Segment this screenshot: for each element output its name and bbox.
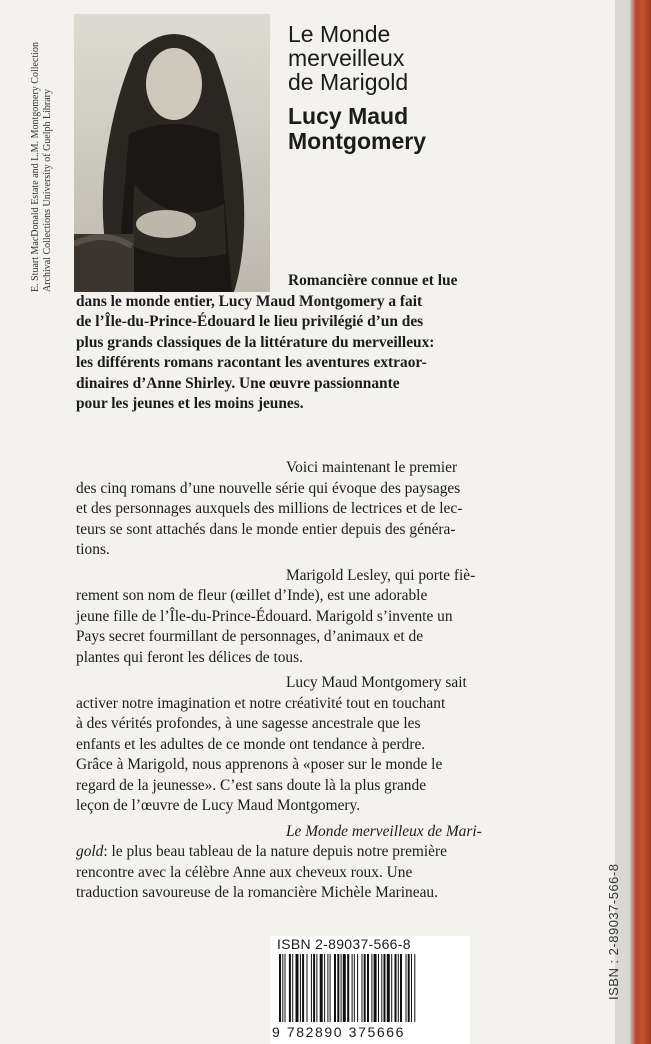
- lead-line: les différents romans racontant les aventures extraor-: [76, 354, 427, 371]
- lead-paragraph: [76, 271, 606, 415]
- isbn-label: ISBN 2-89037-566-8: [277, 936, 411, 952]
- paragraph-line: Pays secret fourmillant de personnages, d’animaux et de: [76, 628, 424, 645]
- description-paragraph: [76, 822, 606, 904]
- paragraph-line: rement son nom de fleur (œillet d’Inde), est une adorable: [76, 587, 428, 604]
- paragraph-line: enfants et les adultes de ce monde ont tendance à perdre.: [76, 735, 426, 753]
- paragraph-line: [76, 842, 606, 863]
- author-name-line: Lucy Maud: [288, 103, 409, 129]
- author-name: [288, 104, 608, 154]
- paragraph-line: Voici maintenant le premier: [286, 459, 458, 476]
- paragraph-line: regard de la jeunesse». C’est sans doute là la plus grande: [76, 776, 427, 794]
- barcode-icon: [279, 954, 465, 1022]
- lead-line: de l’Île-du-Prince-Édouard le lieu privilégié d’un des: [76, 313, 424, 330]
- paragraph-line: leçon de l’œuvre de Lucy Maud Montgomery.: [76, 797, 361, 814]
- paragraph-line: rencontre avec la célèbre Anne aux cheveux roux. Une: [76, 863, 413, 881]
- paragraph-line: teurs se sont attachés dans le monde entier depuis des généra-: [76, 520, 456, 538]
- description-paragraph: [76, 458, 606, 561]
- photo-credit: [30, 14, 70, 292]
- author-portrait-image: [74, 14, 270, 292]
- spine-edge: [630, 0, 651, 1044]
- description-paragraph: [76, 673, 606, 817]
- book-title-line: de Marigold: [288, 69, 409, 95]
- photo-credit-line: Archival Collections University of Guelph Library: [42, 88, 53, 292]
- title-block: [288, 22, 608, 154]
- book-title-line: merveilleux: [288, 45, 405, 71]
- spine-isbn: ISBN : 2-89037-566-8: [606, 863, 621, 1000]
- paragraph-line: [76, 822, 606, 843]
- barcode-number: 9 782890 375666: [272, 1024, 405, 1040]
- description-body: [76, 458, 606, 909]
- lead-line: pour les jeunes et les moins jeunes.: [76, 395, 304, 412]
- paragraph-line: à des vérités profondes, à une sagesse ancestrale que les: [76, 715, 421, 732]
- author-photo: [74, 14, 270, 292]
- paragraph-text: : le plus beau tableau de la nature depuis notre première: [103, 843, 447, 860]
- author-name-line: Montgomery: [288, 128, 426, 154]
- paragraph-line: des cinq romans d’une nouvelle série qui évoque des paysages: [76, 479, 461, 497]
- lead-line: Romancière connue et lue: [288, 272, 458, 289]
- description-paragraph: [76, 566, 606, 669]
- paragraph-line: Lucy Maud Montgomery sait: [286, 674, 467, 691]
- paragraph-line: jeune fille de l’Île-du-Prince-Édouard. Marigold s’invente un: [76, 607, 453, 625]
- book-title-italic: gold: [76, 843, 104, 860]
- paragraph-line: plantes qui feront les délices de tous.: [76, 648, 303, 666]
- lead-line: dinaires d’Anne Shirley. Une œuvre passionnante: [76, 374, 400, 392]
- paragraph-line: Grâce à Marigold, nous apprenons à «poser sur le monde le: [76, 756, 443, 773]
- paragraph-line: traduction savoureuse de la romancière Michèle Marineau.: [76, 884, 438, 901]
- book-title: [288, 22, 608, 94]
- paragraph-line: tions.: [76, 541, 110, 558]
- paragraph-line: Marigold Lesley, qui porte fiè-: [286, 566, 476, 584]
- photo-credit-line: E. Stuart MacDonald Estate and L.M. Montgomery Collection: [30, 42, 41, 292]
- book-title-italic: Le Monde merveilleux de Mari-: [286, 822, 482, 840]
- book-title-line: Le Monde: [288, 21, 391, 47]
- lead-line: plus grands classiques de la littérature du merveilleux:: [76, 333, 435, 351]
- paragraph-line: et des personnages auxquels des millions de lectrices et de lec-: [76, 500, 463, 517]
- paragraph-line: activer notre imagination et notre créativité tout en touchant: [76, 694, 446, 712]
- lead-line: dans le monde entier, Lucy Maud Montgomery a fait: [76, 292, 423, 310]
